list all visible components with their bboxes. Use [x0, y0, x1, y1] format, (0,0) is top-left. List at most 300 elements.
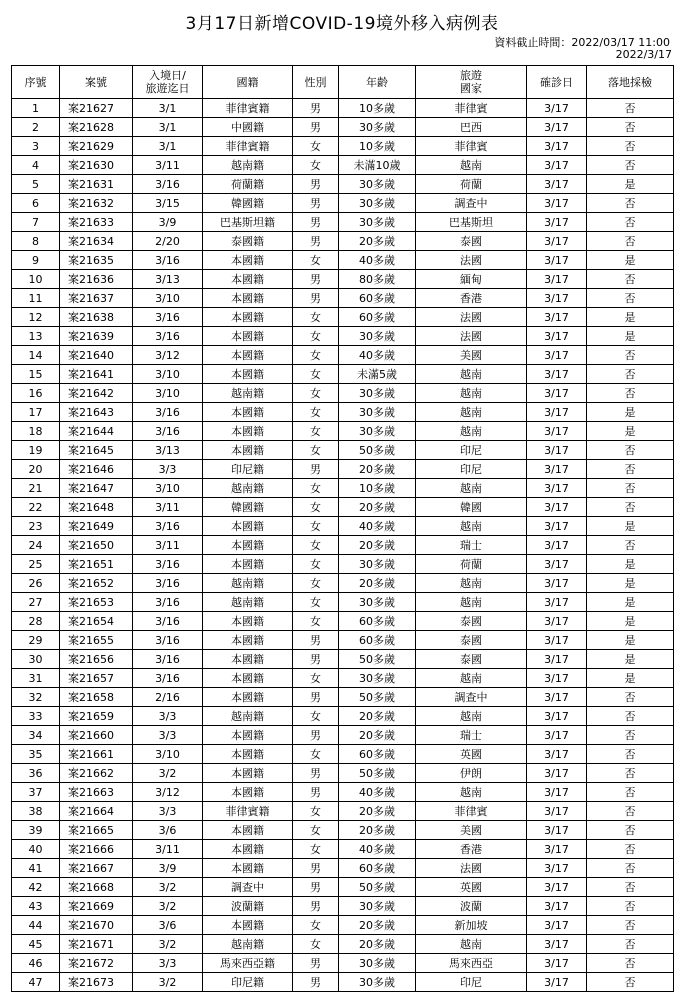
cell-age: 40多歲 [339, 783, 416, 802]
cell-case: 案21641 [60, 365, 133, 384]
column-header-entry [133, 66, 203, 99]
cell-test: 否 [587, 536, 674, 555]
cell-test: 否 [587, 156, 674, 175]
cell-age: 20多歲 [339, 821, 416, 840]
cell-entry: 3/3 [133, 707, 203, 726]
cell-entry: 3/16 [133, 517, 203, 536]
table-row [12, 308, 674, 327]
cell-case: 案21662 [60, 764, 133, 783]
cell-nationality: 本國籍 [203, 669, 293, 688]
cell-travel: 波蘭 [416, 897, 527, 916]
cell-age: 40多歲 [339, 251, 416, 270]
cell-confirm: 3/17 [527, 251, 587, 270]
cell-test: 是 [587, 308, 674, 327]
cell-nationality: 本國籍 [203, 688, 293, 707]
column-header-no [12, 66, 60, 99]
cell-case: 案21650 [60, 536, 133, 555]
cell-confirm: 3/17 [527, 194, 587, 213]
cell-no: 2 [12, 118, 60, 137]
cell-no: 12 [12, 308, 60, 327]
column-header-text: 落地採檢 [608, 75, 652, 89]
cell-no: 39 [12, 821, 60, 840]
cell-travel: 英國 [416, 745, 527, 764]
cell-sex: 男 [293, 289, 339, 308]
cell-no: 44 [12, 916, 60, 935]
cell-nationality: 越南籍 [203, 384, 293, 403]
cell-no: 40 [12, 840, 60, 859]
cell-case: 案21656 [60, 650, 133, 669]
cell-test: 否 [587, 764, 674, 783]
cell-test: 是 [587, 517, 674, 536]
cell-test: 否 [587, 935, 674, 954]
cell-entry: 3/10 [133, 289, 203, 308]
cell-sex: 男 [293, 650, 339, 669]
cell-test: 否 [587, 365, 674, 384]
cell-case: 案21633 [60, 213, 133, 232]
cell-entry: 3/11 [133, 840, 203, 859]
table-row [12, 726, 674, 745]
cell-confirm: 3/17 [527, 118, 587, 137]
cell-confirm: 3/17 [527, 821, 587, 840]
cell-entry: 3/1 [133, 99, 203, 118]
cell-travel: 伊朗 [416, 764, 527, 783]
cell-travel: 越南 [416, 156, 527, 175]
cell-confirm: 3/17 [527, 536, 587, 555]
cell-age: 60多歲 [339, 289, 416, 308]
cell-travel: 巴西 [416, 118, 527, 137]
cell-no: 6 [12, 194, 60, 213]
imported-cases-table [11, 65, 674, 992]
cell-no: 18 [12, 422, 60, 441]
table-row [12, 137, 674, 156]
cell-case: 案21652 [60, 574, 133, 593]
cell-no: 29 [12, 631, 60, 650]
cell-test: 否 [587, 232, 674, 251]
column-header-text: 年齡 [366, 75, 388, 89]
cell-age: 未滿5歲 [339, 365, 416, 384]
cell-entry: 3/13 [133, 270, 203, 289]
cell-case: 案21637 [60, 289, 133, 308]
cell-sex: 女 [293, 669, 339, 688]
cell-age: 50多歲 [339, 878, 416, 897]
table-row [12, 175, 674, 194]
cell-no: 1 [12, 99, 60, 118]
cell-sex: 男 [293, 764, 339, 783]
cell-no: 45 [12, 935, 60, 954]
cell-entry: 3/2 [133, 878, 203, 897]
column-header-text: 旅遊 [460, 69, 482, 82]
cell-travel: 越南 [416, 669, 527, 688]
cell-entry: 3/15 [133, 194, 203, 213]
cell-no: 42 [12, 878, 60, 897]
cell-nationality: 印尼籍 [203, 973, 293, 992]
cell-entry: 3/16 [133, 308, 203, 327]
cell-nationality: 泰國籍 [203, 232, 293, 251]
cell-entry: 3/9 [133, 859, 203, 878]
cell-nationality: 本國籍 [203, 270, 293, 289]
cell-entry: 3/1 [133, 118, 203, 137]
cell-age: 80多歲 [339, 270, 416, 289]
table-row [12, 270, 674, 289]
cell-sex: 女 [293, 365, 339, 384]
cell-sex: 女 [293, 251, 339, 270]
cell-sex: 女 [293, 821, 339, 840]
cell-confirm: 3/17 [527, 403, 587, 422]
table-row [12, 536, 674, 555]
cell-nationality: 本國籍 [203, 631, 293, 650]
cell-case: 案21672 [60, 954, 133, 973]
cell-confirm: 3/17 [527, 764, 587, 783]
cell-travel: 緬甸 [416, 270, 527, 289]
cell-case: 案21659 [60, 707, 133, 726]
cell-case: 案21665 [60, 821, 133, 840]
cell-confirm: 3/17 [527, 289, 587, 308]
cell-sex: 男 [293, 213, 339, 232]
cell-entry: 3/1 [133, 137, 203, 156]
cell-case: 案21635 [60, 251, 133, 270]
cell-confirm: 3/17 [527, 175, 587, 194]
table-row [12, 441, 674, 460]
cell-confirm: 3/17 [527, 916, 587, 935]
table-row [12, 669, 674, 688]
column-header-text: 國家 [460, 82, 482, 95]
cell-nationality: 調查中 [203, 878, 293, 897]
cell-confirm: 3/17 [527, 745, 587, 764]
cell-entry: 3/16 [133, 669, 203, 688]
cell-case: 案21668 [60, 878, 133, 897]
cell-test: 是 [587, 175, 674, 194]
cell-entry: 3/2 [133, 897, 203, 916]
cell-confirm: 3/17 [527, 897, 587, 916]
table-row [12, 783, 674, 802]
column-header-text: 國籍 [236, 75, 259, 89]
cell-entry: 3/16 [133, 650, 203, 669]
column-header-text: 旅遊迄日 [145, 82, 190, 95]
cell-test: 否 [587, 840, 674, 859]
cell-age: 20多歲 [339, 916, 416, 935]
cell-travel: 法國 [416, 327, 527, 346]
cell-no: 11 [12, 289, 60, 308]
cell-case: 案21642 [60, 384, 133, 403]
cell-case: 案21664 [60, 802, 133, 821]
cell-no: 32 [12, 688, 60, 707]
cell-sex: 男 [293, 783, 339, 802]
cell-test: 否 [587, 783, 674, 802]
cell-no: 23 [12, 517, 60, 536]
cell-travel: 越南 [416, 403, 527, 422]
data-cutoff-time: 資料截止時間：2022/03/17 11:00 [494, 36, 670, 49]
cell-age: 20多歲 [339, 536, 416, 555]
cell-age: 30多歲 [339, 973, 416, 992]
cell-age: 60多歲 [339, 308, 416, 327]
cell-age: 30多歲 [339, 403, 416, 422]
cell-sex: 男 [293, 194, 339, 213]
cell-travel: 調查中 [416, 194, 527, 213]
cell-no: 7 [12, 213, 60, 232]
cell-case: 案21670 [60, 916, 133, 935]
cell-entry: 3/11 [133, 498, 203, 517]
cell-no: 34 [12, 726, 60, 745]
cell-travel: 越南 [416, 479, 527, 498]
table-row [12, 194, 674, 213]
table-row [12, 707, 674, 726]
column-header-text: 案號 [85, 75, 107, 89]
cell-no: 9 [12, 251, 60, 270]
cell-confirm: 3/17 [527, 555, 587, 574]
cell-entry: 3/12 [133, 783, 203, 802]
table-row [12, 289, 674, 308]
cell-confirm: 3/17 [527, 574, 587, 593]
cell-entry: 3/13 [133, 441, 203, 460]
cell-no: 3 [12, 137, 60, 156]
column-header-age [339, 66, 416, 99]
cell-test: 否 [587, 859, 674, 878]
cell-case: 案21653 [60, 593, 133, 612]
cell-confirm: 3/17 [527, 802, 587, 821]
column-header-confirm [527, 66, 587, 99]
table-row [12, 821, 674, 840]
table-row [12, 327, 674, 346]
cell-case: 案21647 [60, 479, 133, 498]
cell-nationality: 本國籍 [203, 422, 293, 441]
table-row [12, 232, 674, 251]
cell-travel: 韓國 [416, 498, 527, 517]
cell-travel: 泰國 [416, 612, 527, 631]
cell-no: 21 [12, 479, 60, 498]
cell-travel: 新加坡 [416, 916, 527, 935]
cell-travel: 印尼 [416, 973, 527, 992]
cell-travel: 調查中 [416, 688, 527, 707]
cell-no: 17 [12, 403, 60, 422]
cell-confirm: 3/17 [527, 517, 587, 536]
cell-test: 否 [587, 878, 674, 897]
cell-sex: 女 [293, 156, 339, 175]
cell-nationality: 本國籍 [203, 289, 293, 308]
table-row [12, 973, 674, 992]
cell-test: 否 [587, 498, 674, 517]
cell-case: 案21632 [60, 194, 133, 213]
cell-test: 是 [587, 555, 674, 574]
column-header-text: 入境日/ [149, 69, 186, 82]
table-row [12, 574, 674, 593]
cell-test: 否 [587, 802, 674, 821]
cell-age: 20多歲 [339, 707, 416, 726]
cell-age: 20多歲 [339, 498, 416, 517]
cell-confirm: 3/17 [527, 422, 587, 441]
cell-age: 未滿10歲 [339, 156, 416, 175]
table-row [12, 897, 674, 916]
cell-age: 50多歲 [339, 650, 416, 669]
cell-confirm: 3/17 [527, 631, 587, 650]
cell-nationality: 菲律賓籍 [203, 99, 293, 118]
cell-travel: 菲律賓 [416, 802, 527, 821]
cell-test: 否 [587, 460, 674, 479]
table-row [12, 859, 674, 878]
cell-age: 30多歲 [339, 175, 416, 194]
cell-sex: 女 [293, 422, 339, 441]
cell-nationality: 本國籍 [203, 403, 293, 422]
cell-age: 30多歲 [339, 897, 416, 916]
cell-confirm: 3/17 [527, 878, 587, 897]
cell-confirm: 3/17 [527, 726, 587, 745]
cell-entry: 3/2 [133, 935, 203, 954]
cell-age: 10多歲 [339, 479, 416, 498]
cell-age: 50多歲 [339, 441, 416, 460]
cell-no: 38 [12, 802, 60, 821]
cell-travel: 泰國 [416, 631, 527, 650]
table-header-row [12, 66, 674, 99]
cell-case: 案21644 [60, 422, 133, 441]
cell-entry: 3/11 [133, 156, 203, 175]
cell-case: 案21643 [60, 403, 133, 422]
cell-nationality: 本國籍 [203, 346, 293, 365]
cell-age: 30多歲 [339, 669, 416, 688]
cell-confirm: 3/17 [527, 935, 587, 954]
cell-nationality: 荷蘭籍 [203, 175, 293, 194]
table-row [12, 878, 674, 897]
cell-no: 5 [12, 175, 60, 194]
cell-confirm: 3/17 [527, 669, 587, 688]
cell-age: 60多歲 [339, 859, 416, 878]
cell-test: 否 [587, 688, 674, 707]
cell-age: 30多歲 [339, 194, 416, 213]
cell-case: 案21630 [60, 156, 133, 175]
cell-test: 否 [587, 194, 674, 213]
cell-sex: 男 [293, 878, 339, 897]
cell-sex: 女 [293, 612, 339, 631]
cell-nationality: 越南籍 [203, 479, 293, 498]
cell-sex: 男 [293, 175, 339, 194]
cell-entry: 3/16 [133, 403, 203, 422]
cell-sex: 男 [293, 631, 339, 650]
cell-no: 19 [12, 441, 60, 460]
cell-case: 案21667 [60, 859, 133, 878]
cell-age: 30多歲 [339, 422, 416, 441]
cell-age: 30多歲 [339, 384, 416, 403]
cell-travel: 法國 [416, 859, 527, 878]
cell-entry: 3/16 [133, 574, 203, 593]
cell-sex: 女 [293, 745, 339, 764]
cell-confirm: 3/17 [527, 232, 587, 251]
cell-sex: 男 [293, 232, 339, 251]
cell-no: 22 [12, 498, 60, 517]
column-header-sex [293, 66, 339, 99]
cell-sex: 男 [293, 270, 339, 289]
cell-test: 否 [587, 479, 674, 498]
cell-entry: 3/3 [133, 726, 203, 745]
cell-test: 是 [587, 612, 674, 631]
cell-entry: 2/16 [133, 688, 203, 707]
cell-age: 40多歲 [339, 517, 416, 536]
cell-travel: 越南 [416, 935, 527, 954]
cell-nationality: 本國籍 [203, 555, 293, 574]
cell-test: 否 [587, 270, 674, 289]
cell-sex: 女 [293, 137, 339, 156]
cell-entry: 3/6 [133, 916, 203, 935]
column-header-test [587, 66, 674, 99]
cell-case: 案21654 [60, 612, 133, 631]
table-body [12, 99, 674, 992]
cell-no: 41 [12, 859, 60, 878]
cell-nationality: 越南籍 [203, 935, 293, 954]
cell-sex: 女 [293, 479, 339, 498]
cell-no: 30 [12, 650, 60, 669]
cell-test: 是 [587, 422, 674, 441]
cell-no: 26 [12, 574, 60, 593]
cell-no: 10 [12, 270, 60, 289]
cell-sex: 女 [293, 517, 339, 536]
cell-sex: 女 [293, 308, 339, 327]
cell-nationality: 中國籍 [203, 118, 293, 137]
cell-case: 案21627 [60, 99, 133, 118]
cell-nationality: 本國籍 [203, 441, 293, 460]
table-row [12, 384, 674, 403]
cell-age: 20多歲 [339, 935, 416, 954]
cell-no: 36 [12, 764, 60, 783]
cell-entry: 3/16 [133, 555, 203, 574]
cell-case: 案21649 [60, 517, 133, 536]
cell-test: 是 [587, 327, 674, 346]
cell-sex: 男 [293, 726, 339, 745]
cell-case: 案21629 [60, 137, 133, 156]
cell-confirm: 3/17 [527, 365, 587, 384]
cell-travel: 荷蘭 [416, 175, 527, 194]
table-row [12, 118, 674, 137]
cell-nationality: 越南籍 [203, 156, 293, 175]
cell-nationality: 印尼籍 [203, 460, 293, 479]
cell-case: 案21636 [60, 270, 133, 289]
cell-no: 16 [12, 384, 60, 403]
cell-test: 否 [587, 99, 674, 118]
cell-travel: 印尼 [416, 441, 527, 460]
cell-entry: 3/9 [133, 213, 203, 232]
cell-no: 20 [12, 460, 60, 479]
cell-no: 8 [12, 232, 60, 251]
cell-test: 否 [587, 916, 674, 935]
cell-entry: 3/16 [133, 631, 203, 650]
cell-travel: 瑞士 [416, 726, 527, 745]
cell-no: 25 [12, 555, 60, 574]
cell-case: 案21651 [60, 555, 133, 574]
cell-nationality: 本國籍 [203, 859, 293, 878]
cell-entry: 3/3 [133, 460, 203, 479]
table-row [12, 251, 674, 270]
cell-case: 案21658 [60, 688, 133, 707]
cell-sex: 男 [293, 973, 339, 992]
cell-case: 案21655 [60, 631, 133, 650]
cell-no: 28 [12, 612, 60, 631]
cell-confirm: 3/17 [527, 783, 587, 802]
cell-travel: 香港 [416, 840, 527, 859]
cell-age: 30多歲 [339, 954, 416, 973]
cell-no: 13 [12, 327, 60, 346]
cell-sex: 男 [293, 99, 339, 118]
cell-confirm: 3/17 [527, 954, 587, 973]
cell-nationality: 本國籍 [203, 612, 293, 631]
cell-test: 否 [587, 346, 674, 365]
cell-sex: 女 [293, 536, 339, 555]
cell-entry: 3/3 [133, 802, 203, 821]
cell-travel: 越南 [416, 384, 527, 403]
cell-case: 案21657 [60, 669, 133, 688]
cell-travel: 美國 [416, 346, 527, 365]
cell-test: 否 [587, 821, 674, 840]
table-row [12, 99, 674, 118]
cell-nationality: 本國籍 [203, 916, 293, 935]
cell-test: 是 [587, 574, 674, 593]
cell-entry: 3/16 [133, 327, 203, 346]
cell-sex: 女 [293, 403, 339, 422]
